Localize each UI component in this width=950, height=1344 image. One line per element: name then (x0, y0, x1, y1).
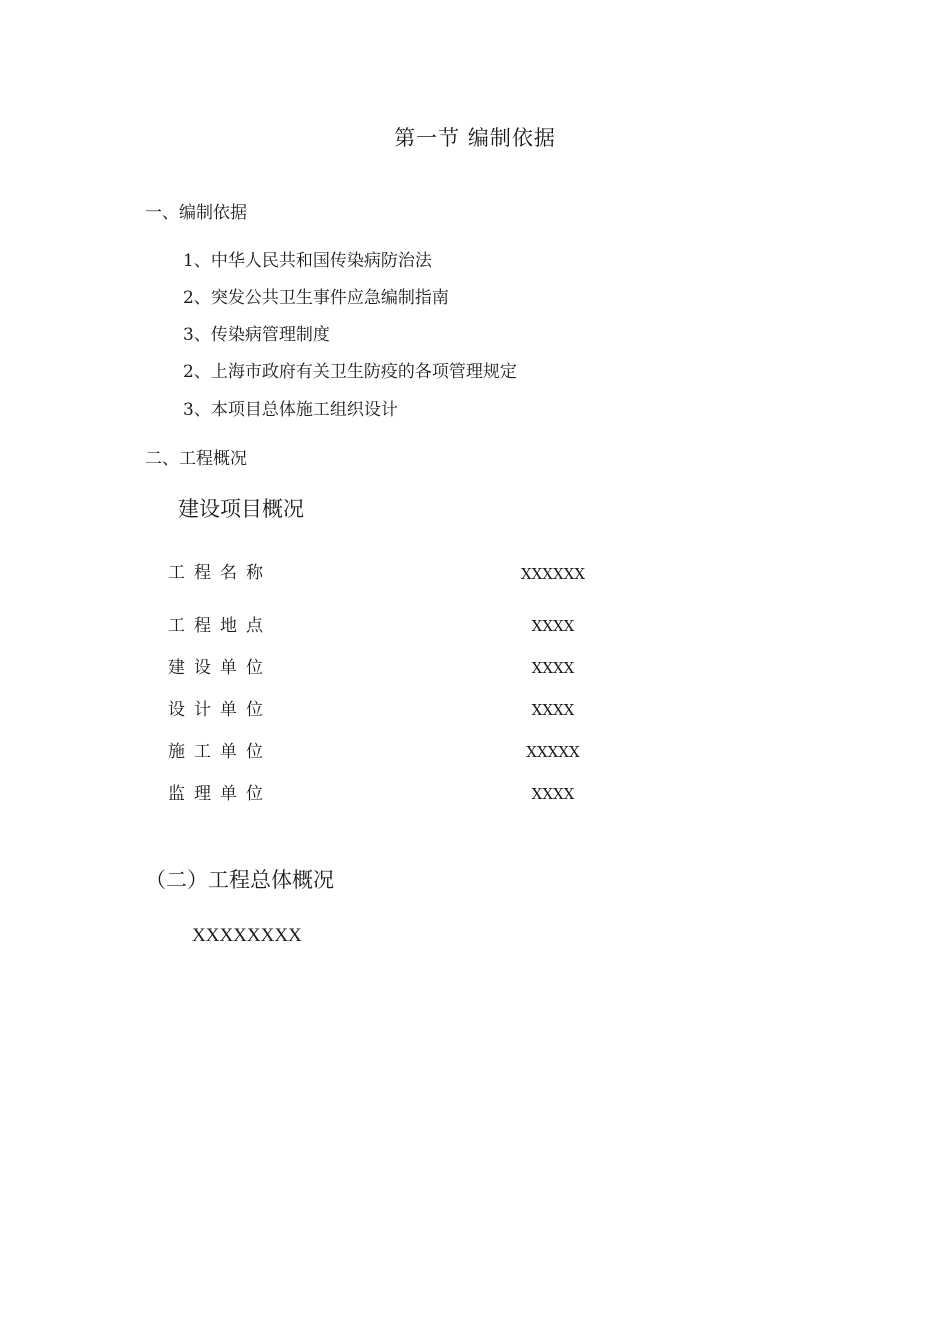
info-row-label: 工程地点 (168, 616, 272, 636)
basis-item: 3、传染病管理制度 (183, 325, 330, 345)
section-heading-general-overview: （二）工程总体概况 (145, 868, 334, 892)
basis-item: 1、中华人民共和国传染病防治法 (183, 251, 432, 271)
general-overview-text: XXXXXXXX (192, 925, 302, 946)
project-overview-subheading: 建设项目概况 (178, 497, 304, 521)
section-heading-overview: 二、工程概况 (145, 449, 247, 469)
info-row-label: 工程名称 (168, 563, 272, 583)
info-row-value: XXXXX (526, 743, 580, 761)
section-heading-basis: 一、编制依据 (145, 203, 247, 223)
basis-item: 2、突发公共卫生事件应急编制指南 (183, 288, 449, 308)
info-row-value: XXXX (531, 701, 575, 719)
info-row-value: XXXX (531, 659, 575, 677)
info-row-value: XXXX (531, 785, 575, 803)
info-row-value: XXXXXX (520, 565, 586, 583)
info-row-label: 建设单位 (168, 658, 272, 678)
basis-item: 3、本项目总体施工组织设计 (183, 400, 398, 420)
info-row-label: 监理单位 (168, 784, 272, 804)
page-title: 第一节 编制依据 (394, 126, 556, 150)
info-row-label: 设计单位 (168, 700, 272, 720)
basis-item: 2、上海市政府有关卫生防疫的各项管理规定 (183, 362, 517, 382)
info-row-value: XXXX (531, 617, 575, 635)
info-row-label: 施工单位 (168, 742, 272, 762)
